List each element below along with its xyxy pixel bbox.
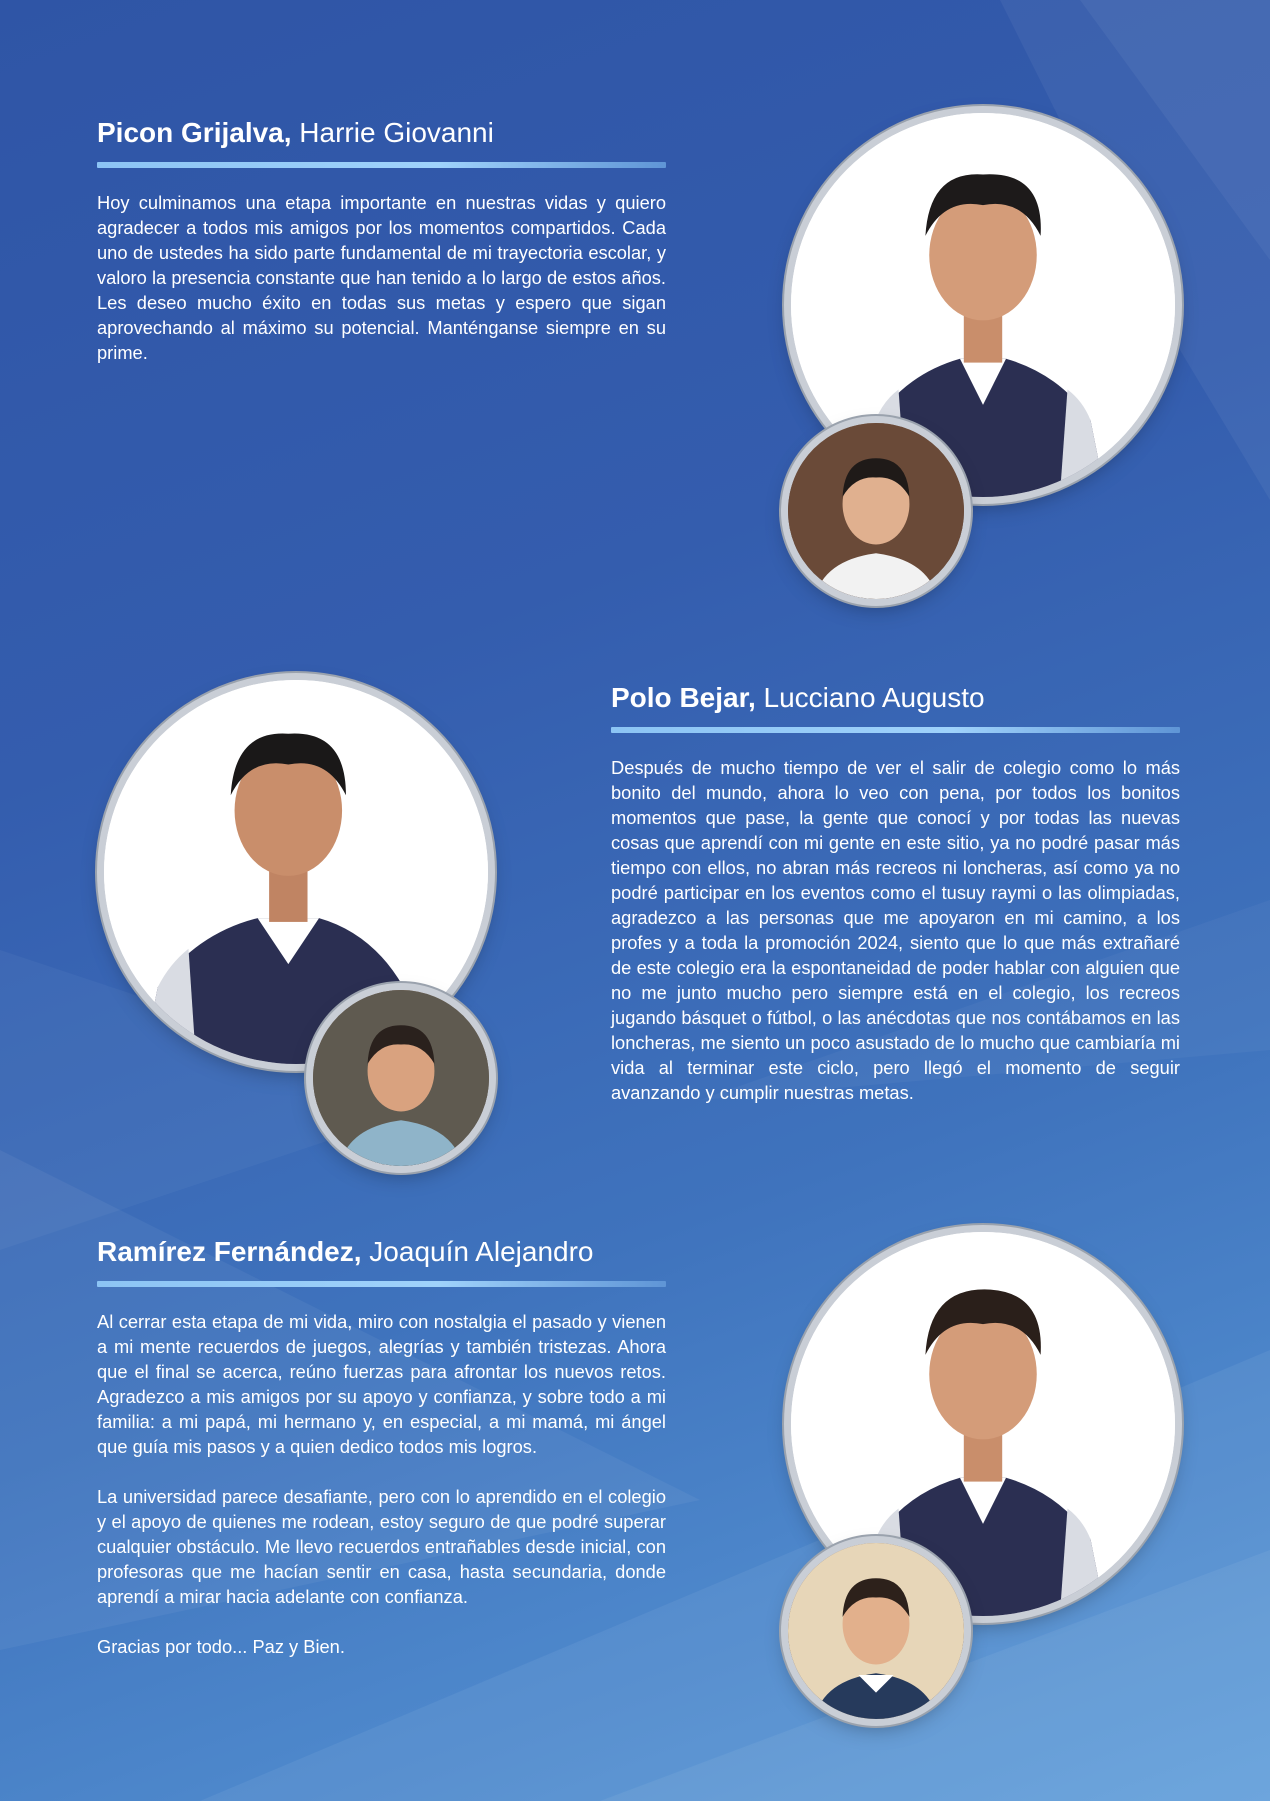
profile-picon-grijalva (97, 116, 666, 390)
profile-ramirez-fernandez (97, 1235, 666, 1684)
surname: Polo Bejar, (611, 682, 756, 713)
dedication-paragraph: La universidad parece desafiante, pero con lo aprendido en el colegio y el apoyo de quienes me rodean, estoy seguro de que podré superar cualquier obstáculo. Me llevo recuerdos entrañables desde inicial, con profesoras que me hacían sentir en casa, hasta secundaria, donde aprendí a mirar hacia adelante con confianza. (97, 1486, 666, 1607)
surname: Ramírez Fernández, (97, 1236, 362, 1267)
dedication-closing: Gracias por todo... Paz y Bien. (97, 1636, 345, 1657)
title-underline (611, 727, 1180, 733)
given-names: Lucciano Augusto (755, 682, 985, 713)
given-names: Harrie Giovanni (291, 117, 494, 148)
dedication-text: Hoy culminamos una etapa importante en nuestras vidas y quiero agradecer a todos mis amigos por los momentos compartidos. Cada uno de ustedes ha sido parte fundamental de mi trayectoria escolar, y valoro la presencia constante que han tenido a lo largo de estos años. Les deseo mucho éxito en todas sus metas y espero que sigan aprovechando al máximo su potencial. Manténganse siempre en su prime. (97, 192, 666, 363)
childhood-placeholder (313, 990, 489, 1166)
student-name (97, 1235, 666, 1269)
given-names: Joaquín Alejandro (361, 1236, 594, 1267)
childhood-placeholder (788, 1543, 964, 1719)
profile-polo-bejar (611, 681, 1180, 1130)
title-underline (97, 1281, 666, 1287)
childhood-photo (788, 423, 964, 599)
surname: Picon Grijalva, (97, 117, 292, 148)
title-underline (97, 162, 666, 168)
student-name (611, 681, 1180, 715)
dedication-paragraph: Al cerrar esta etapa de mi vida, miro con nostalgia el pasado y vienen a mi mente recuerdos de juegos, alegrías y también tristezas. Ahora que el final se acerca, reúno fuerzas para afrontar los nuevos retos. Agradezco a mis amigos por su apoyo y confianza, y sobre todo a mi familia: a mi papá, mi hermano y, en especial, a mi mamá, mi ángel que guía mis pasos y a quien dedico todos mis logros. (97, 1311, 666, 1457)
childhood-photo (788, 1543, 964, 1719)
childhood-placeholder (788, 423, 964, 599)
childhood-photo (313, 990, 489, 1166)
student-name (97, 116, 666, 150)
dedication-text: Después de mucho tiempo de ver el salir de colegio como lo más bonito del mundo, ahora lo veo con pena, por todos los bonitos momentos que pase, la gente que conocí y por todas las nuevas cosas que aprendí con mi gente en este sitio, ya no podré pasar más tiempo con ellos, no abran más recreos ni loncheras, así como ya no podré participar en los eventos como el tusuy raymi o las olimpiadas, agradezco a las personas que me apoyaron en mi camino, a los profes y a toda la promoción 2024, siento que lo que más extrañaré de este colegio era la espontaneidad de poder hablar con alguien que no me junto mucho pero siempre está en el colegio, los recreos jugando básquet o fútbol, o las anécdotas que nos contábamos en las loncheras, me siento un poco asustado de lo mucho que cambiaría mi vida al terminar este ciclo, pero llegó el momento de seguir avanzando y cumplir nuestras metas. (611, 757, 1180, 1103)
